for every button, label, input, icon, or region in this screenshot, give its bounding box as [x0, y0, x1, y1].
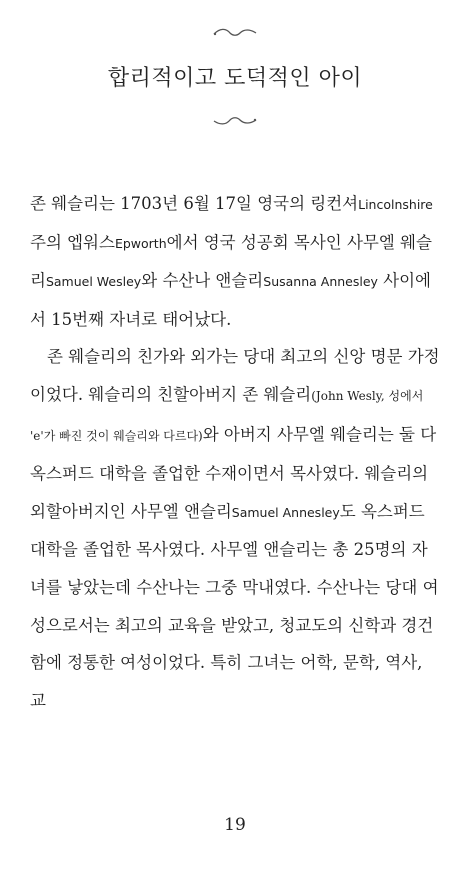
text-run: 와 수산나 앤슬리 — [141, 271, 264, 291]
paragraph — [30, 185, 442, 338]
text-run: 존 웨슬리는 1703년 6월 17일 영국의 링컨셔 — [30, 194, 359, 213]
text-run: 도 옥스퍼드 대학을 졸업한 목사였다. 사무엘 앤슬리는 총 25명의 자녀를 낳았는데 수산나는 그중 막내였다. 수산나는 당대 여성으로서는 최고의 교육을 받았고, 청교도의 신학과 경건함에 정통한 여성이었다. 특히 그녀는 어학, 문학, 역사, 교 — [30, 501, 439, 710]
text-run: (John Wesly, 성에서 'e'가 빠진 것이 웨슬리와 다르다) — [30, 388, 424, 443]
text-run: Susanna Annesley — [263, 274, 378, 290]
text-run: 사이에서 15번째 자녀로 태어났다. — [30, 271, 431, 329]
page-number: 19 — [224, 815, 246, 835]
text-run: Samuel Annesley — [231, 504, 340, 520]
chapter-title: 합리적이고 도덕적인 아이 — [107, 66, 363, 91]
swash-ornament-icon — [212, 115, 258, 127]
text-run: 와 아버지 사무엘 웨슬리는 둘 다 옥스퍼드 대학을 졸업한 수재이면서 목사였다. 웨슬리의 외할아버지인 사무엘 앤슬리 — [30, 424, 437, 521]
paragraph — [30, 338, 442, 719]
body-text — [30, 185, 442, 719]
text-run: 주의 엡워스 — [30, 232, 115, 252]
text-run: 존 웨슬리의 친가와 외가는 당대 최고의 신앙 명문 가정이었다. 웨슬리의 친할아버지 존 웨슬리 — [30, 347, 440, 404]
swash-ornament-icon — [212, 27, 258, 39]
text-run: 에서 영국 성공회 목사인 사무엘 웨슬리 — [30, 232, 432, 291]
text-run: Epworth — [114, 235, 167, 251]
text-run: Lincolnshire — [358, 197, 433, 212]
text-run: Samuel Wesley — [45, 274, 142, 290]
